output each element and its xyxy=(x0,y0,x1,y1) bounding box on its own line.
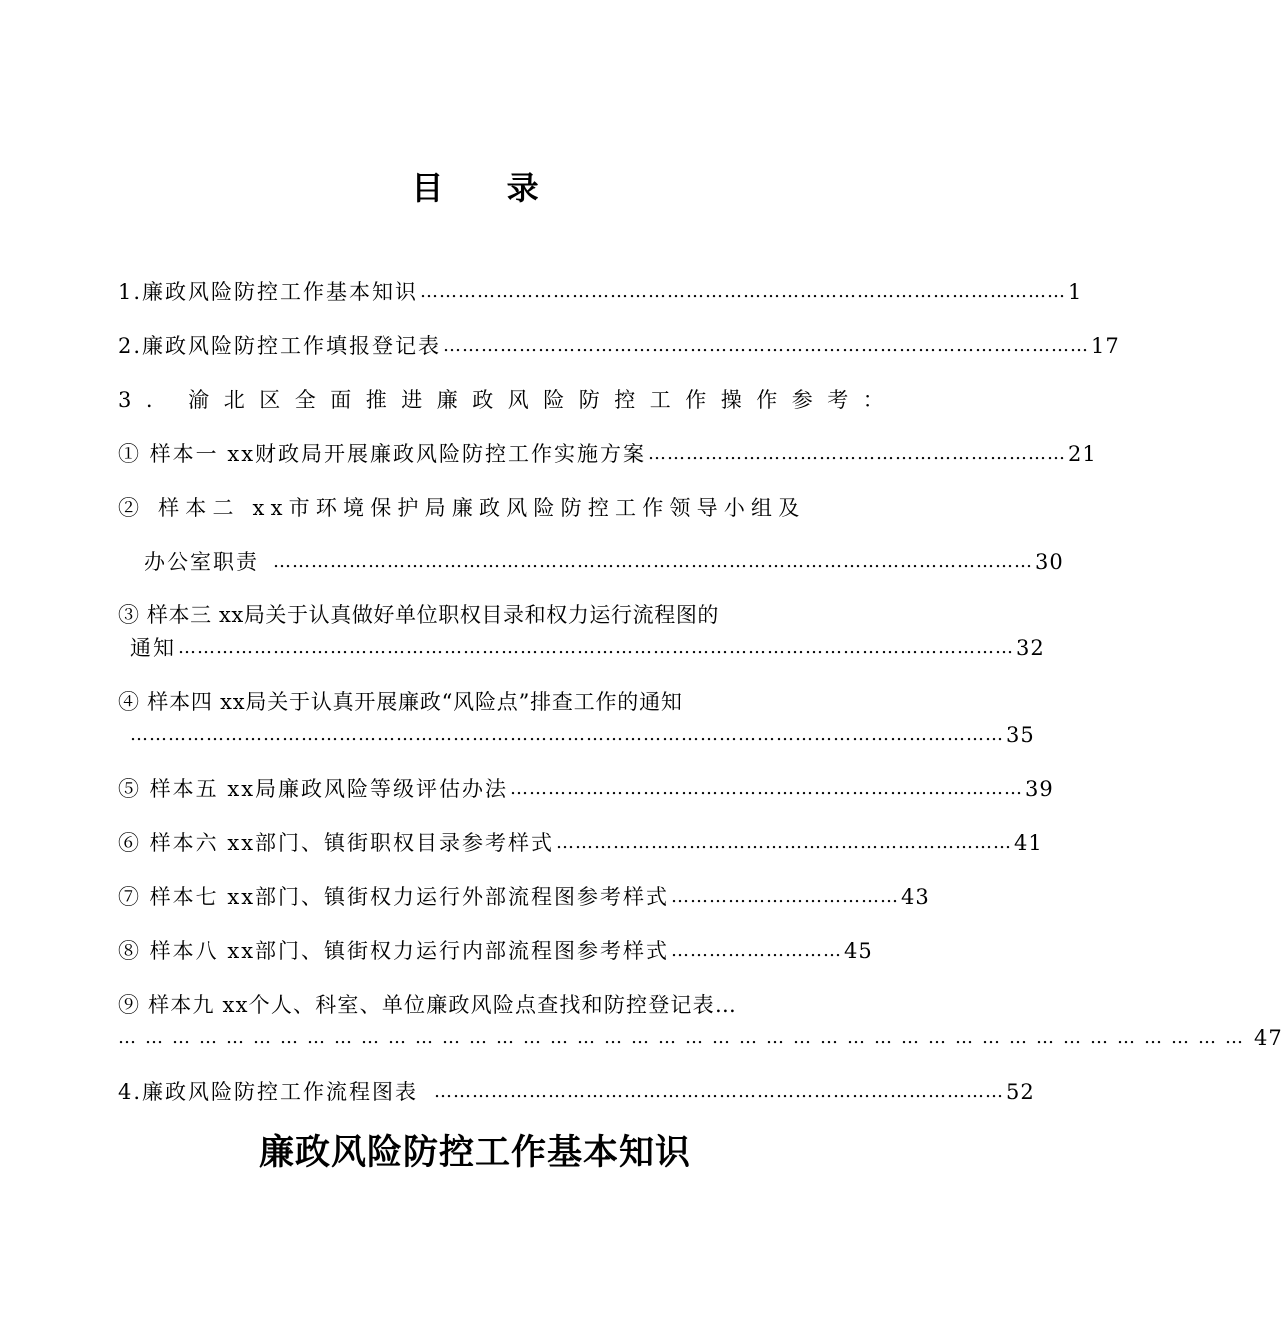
toc-entry-text: ⑧ 样本八 xx部门、镇街权力运行内部流程图参考样式 xyxy=(118,939,670,963)
toc-entry[interactable] xyxy=(118,329,1120,363)
toc-entry-text: ⑦ 样本七 xx部门、镇街权力运行外部流程图参考样式 xyxy=(118,885,670,909)
toc-entry-text: ⑤ 样本五 xx局廉政风险等级评估办法 xyxy=(118,777,509,801)
toc-leader-dots: ………………………………………………………………………………………… xyxy=(443,335,1090,356)
toc-entry-text: ② 样本二 xx市环境保护局廉政风险防控工作领导小组及 xyxy=(118,496,806,520)
toc-entry-text: 办公室职责 xyxy=(144,550,259,574)
toc-entry[interactable] xyxy=(118,826,1043,860)
toc-entry-continuation[interactable] xyxy=(130,718,1035,752)
toc-leader-dots: ……………………… xyxy=(671,940,843,961)
toc-entry-text: ⑥ 样本六 xx部门、镇街职权目录参考样式 xyxy=(118,831,555,855)
toc-page-number: 21 xyxy=(1068,442,1097,466)
toc-leader-dots: ………………………………………………………………………………………………………………………… xyxy=(130,724,1004,745)
toc-page-number: 32 xyxy=(1016,636,1045,660)
toc-entry[interactable] xyxy=(118,880,930,914)
toc-leader-dots: ……………………………………………………………………… xyxy=(510,778,1024,799)
toc-page-number: 17 xyxy=(1091,334,1120,358)
toc-entry-text: ⑨ 样本九 xx个人、科室、单位廉政风险点查找和防控登记表… xyxy=(118,993,738,1017)
toc-entry-continuation[interactable] xyxy=(144,545,1064,579)
section-title: 廉政风险防控工作基本知识 xyxy=(258,1132,691,1173)
toc-entry-text: 1.廉政风险防控工作基本知识 xyxy=(118,280,419,304)
toc-page-number: 39 xyxy=(1025,777,1054,801)
toc-entry-continuation[interactable] xyxy=(130,631,1045,665)
toc-entry-text: ④ 样本四 xx局关于认真开展廉政“风险点”排查工作的通知 xyxy=(118,690,683,714)
toc-leader-dots: ……………………………………………………………………………………………………………… xyxy=(118,1027,1252,1048)
toc-leader-dots: …………………………………………………………………………………………………………………… xyxy=(178,637,1014,658)
toc-entry-continuation[interactable] xyxy=(118,1021,1283,1055)
toc-entry-text: ③ 样本三 xx局关于认真做好单位职权目录和权力运行流程图的 xyxy=(118,603,720,627)
toc-entry-text: 3. 渝北区全面推进廉政风险防控工作操作参考： xyxy=(118,388,899,412)
toc-leader-dots: ………………………………………………………………………………………… xyxy=(420,281,1067,302)
toc-leader-dots: ………………………………………………………… xyxy=(648,443,1067,464)
toc-entry[interactable] xyxy=(118,685,832,719)
toc-page-number: 1 xyxy=(1068,280,1083,304)
toc-page-number: 52 xyxy=(1006,1080,1035,1104)
toc-entry[interactable] xyxy=(118,772,1054,806)
toc-entry[interactable] xyxy=(118,598,832,632)
toc-page-number: 35 xyxy=(1006,723,1035,747)
toc-page-number: 30 xyxy=(1035,550,1064,574)
toc-entry[interactable] xyxy=(118,491,832,525)
toc-title: 目 录 xyxy=(411,169,565,207)
toc-page-number: 43 xyxy=(901,885,930,909)
toc-leader-dots: ………………………………………………………………………………………………………… xyxy=(273,551,1033,572)
toc-entry-text: 通知 xyxy=(130,636,176,660)
toc-entry[interactable] xyxy=(118,275,1083,309)
toc-leader-dots: ……………………………………………………………… xyxy=(556,832,1013,853)
toc-entry[interactable] xyxy=(118,383,899,417)
toc-page-number: 45 xyxy=(844,939,873,963)
toc-page-number: 41 xyxy=(1014,831,1043,855)
toc-entry-text: 4.廉政风险防控工作流程图表 xyxy=(118,1080,419,1104)
toc-entry[interactable] xyxy=(118,437,1097,471)
toc-entry-text: 2.廉政风险防控工作填报登记表 xyxy=(118,334,442,358)
toc-page-number: 47 xyxy=(1254,1026,1283,1050)
toc-entry[interactable] xyxy=(118,934,873,968)
toc-leader-dots: ……………………………… xyxy=(671,886,900,907)
toc-leader-dots: ……………………………………………………………………………… xyxy=(434,1081,1005,1102)
toc-entry[interactable] xyxy=(118,988,832,1022)
toc-entry-text: ① 样本一 xx财政局开展廉政风险防控工作实施方案 xyxy=(118,442,647,466)
toc-entry[interactable] xyxy=(118,1075,1035,1109)
